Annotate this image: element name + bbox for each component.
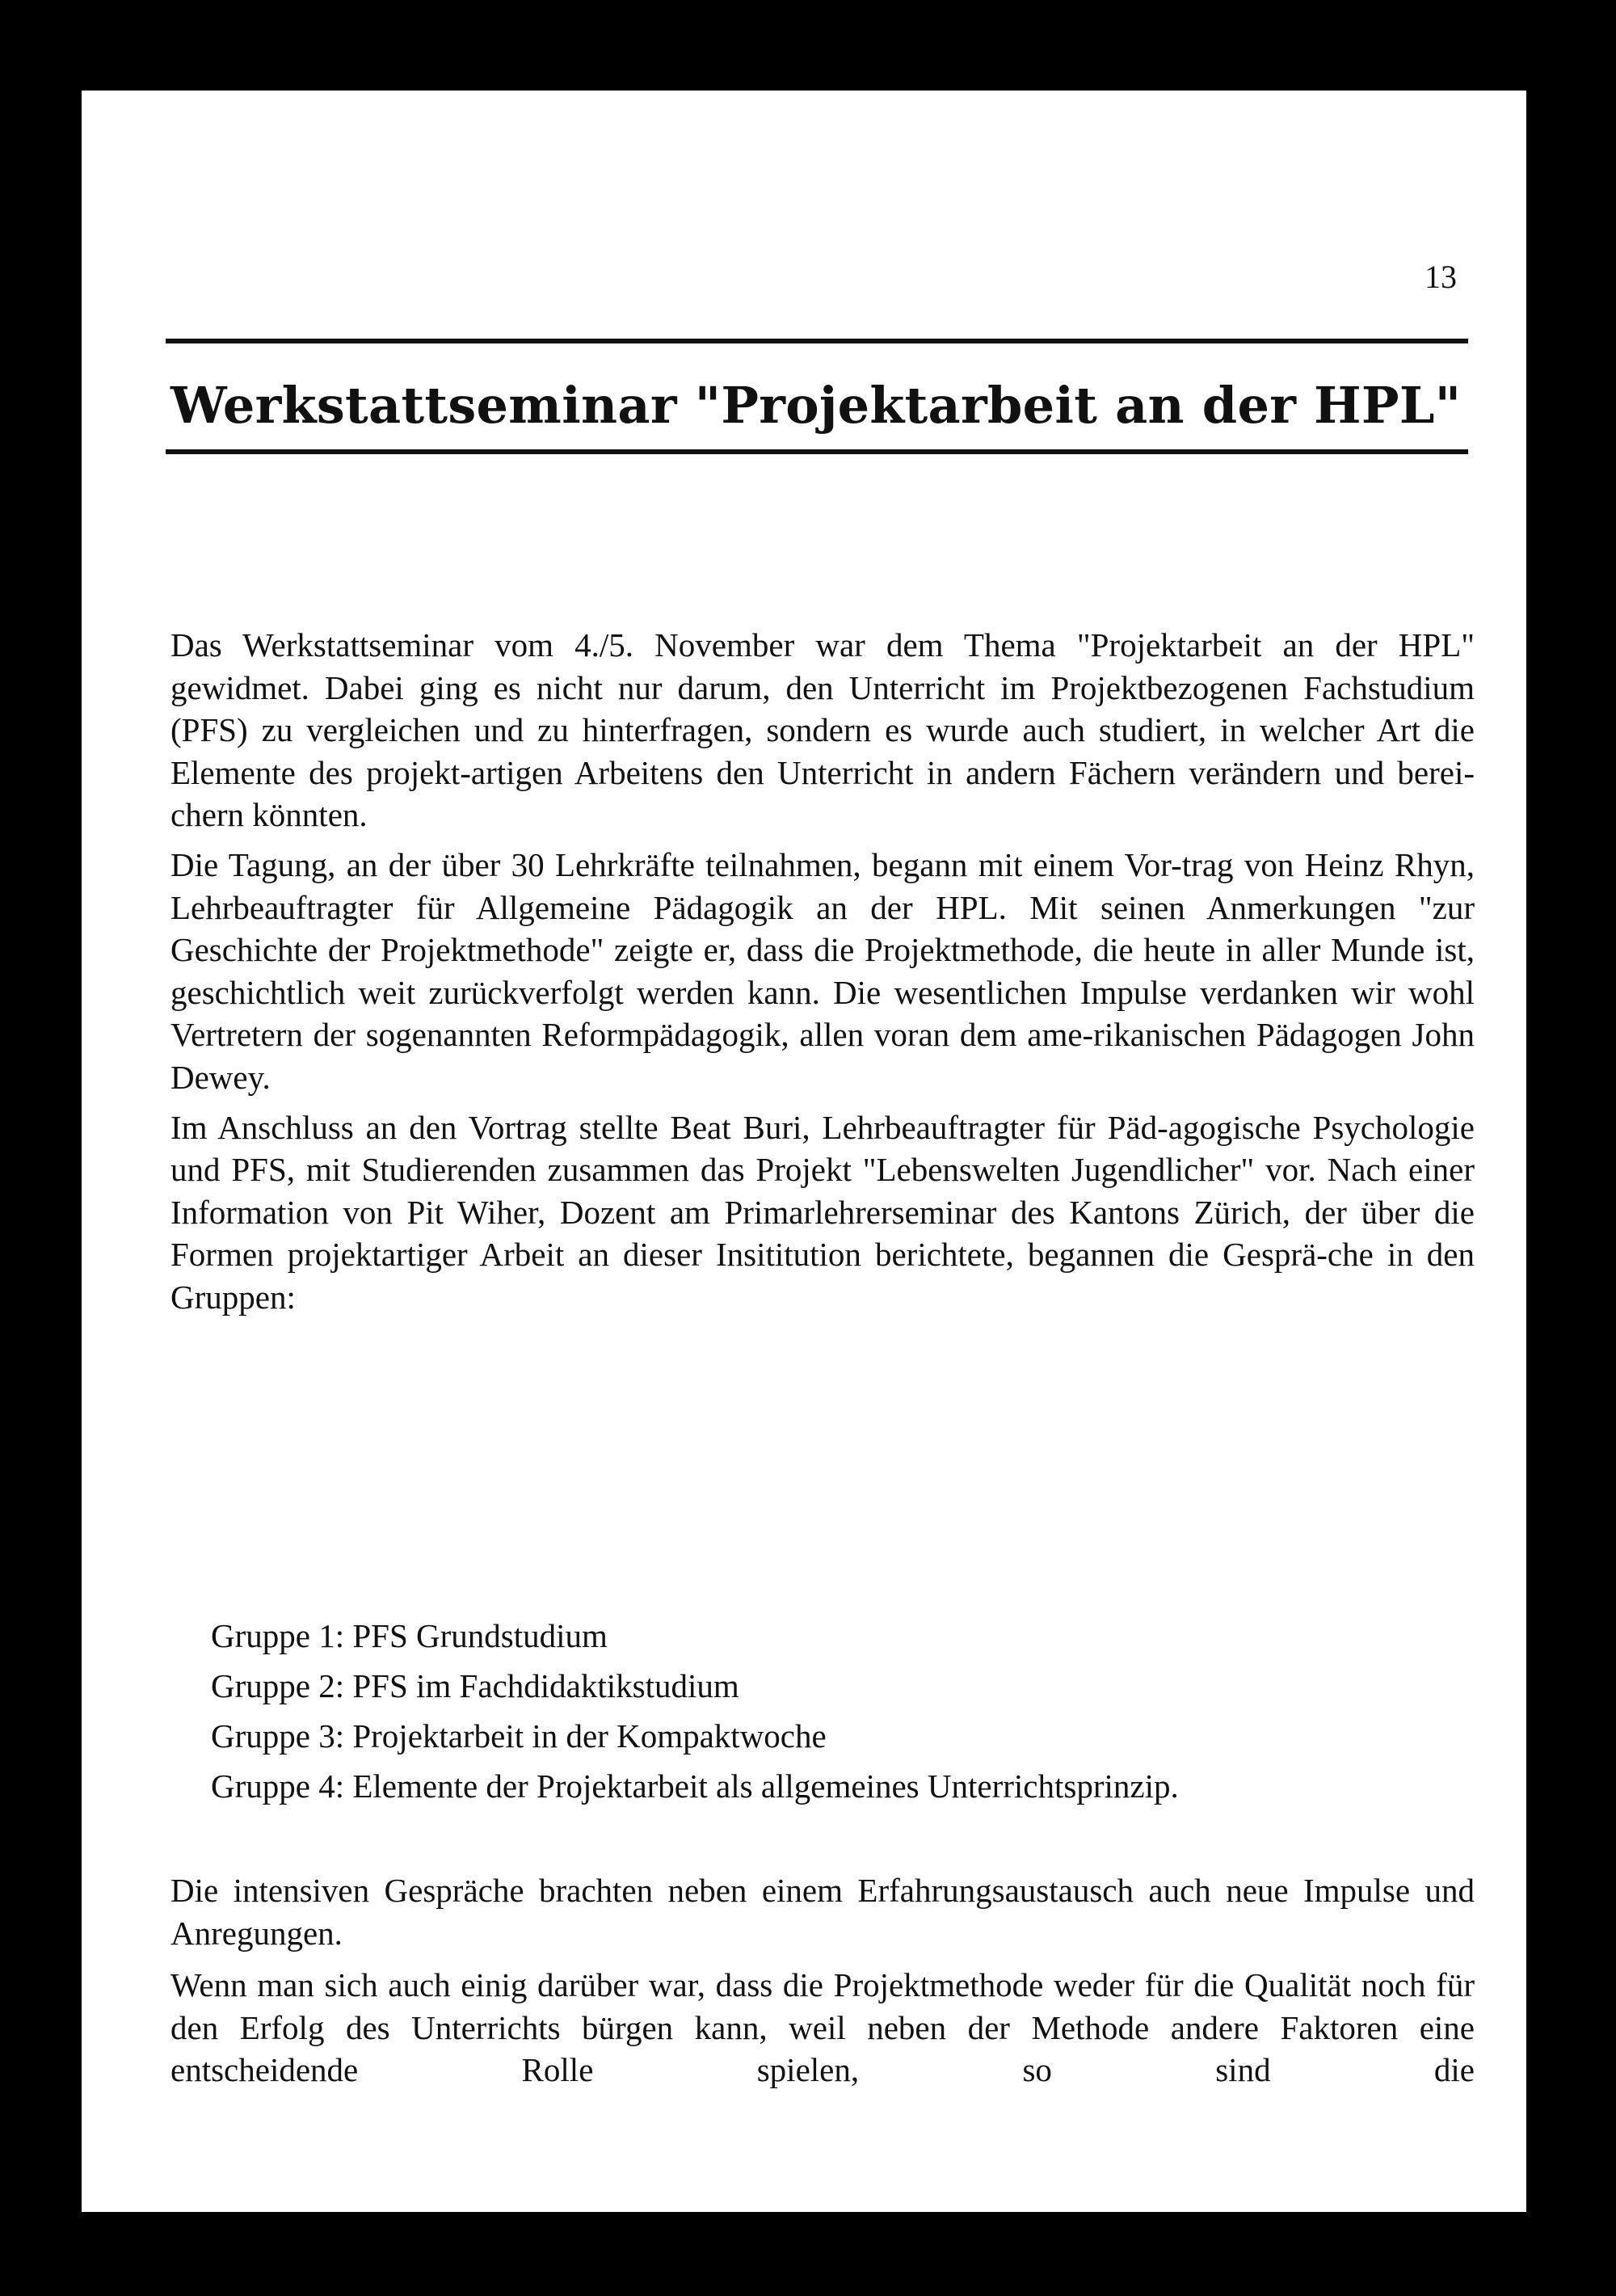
title-rule-bottom bbox=[166, 449, 1468, 454]
list-item: Gruppe 1: PFS Grundstudium bbox=[211, 1617, 608, 1654]
paragraph-lecture: Die Tagung, an der über 30 Lehrkräfte teilnahmen, begann mit einem Vor-trag von Heinz Rhyn, Lehrbeauftragter für Allgemeine Pädagogik an der HPL. Mit seinen Anmerkungen "zur Geschichte der Projektmethode" zeigte er, dass die Projektmethode, die heute in aller Munde ist, geschichtlich weit zurückverfolgt werden kann. Die wesentlichen Impulse verdanken wir wohl Vertretern der sogenannten Reformpädagogik, allen voran dem ame-rikanischen Pädagogen John Dewey. bbox=[170, 845, 1475, 1096]
article-body bbox=[170, 624, 1475, 1326]
paragraph-conclusion: Wenn man sich auch einig darüber war, dass die Projektmethode weder für die Qualität noch für den Erfolg des Unterrichts bürgen kann, weil neben der Methode andere Faktoren eine entscheidende Rolle spielen, so sind die bbox=[170, 1966, 1475, 2089]
list-item: Gruppe 4: Elemente der Projektarbeit als allgemeines Unterrichtsprinzip. bbox=[211, 1767, 1179, 1805]
title-rule-top bbox=[166, 339, 1468, 343]
paragraph-discussion: Die intensiven Gespräche brachten neben einem Erfahrungsaustausch auch neue Impulse und Anregungen. bbox=[170, 1872, 1475, 1952]
document-page bbox=[82, 91, 1526, 2212]
paragraph-intro: Das Werkstattseminar vom 4./5. November war dem Thema "Projektarbeit an der HPL" gewidmet. Dabei ging es nicht nur darum, den Unterricht im Projektbezogenen Fachstudium (PFS) zu vergleichen und zu hinterfragen, sondern es wurde auch studiert, in welcher Art die Elemente des projekt-artigen Arbeitens den Unterricht in andern Fächern verändern und berei-chern könnten. bbox=[170, 626, 1475, 834]
page-number: 13 bbox=[1425, 259, 1457, 295]
list-item: Gruppe 2: PFS im Fachdidaktikstudium bbox=[211, 1667, 739, 1704]
group-list bbox=[211, 1611, 1179, 1811]
article-title: Werkstattseminar "Projektarbeit an der HPL" bbox=[170, 376, 1462, 435]
paragraph-project: Im Anschluss an den Vortrag stellte Beat Buri, Lehrbeauftragter für Päd-agogische Psychologie und PFS, mit Studierenden zusammen das Projekt "Lebenswelten Jugendlicher" vor. Nach einer Information von Pit Wiher, Dozent am Primarlehrerseminar des Kantons Zürich, der über die Formen projektartiger Arbeit an dieser Insititution berichtete, begannen die Gesprä-che in den Gruppen: bbox=[170, 1108, 1475, 1316]
list-item: Gruppe 3: Projektarbeit in der Kompaktwoche bbox=[211, 1717, 827, 1755]
article-body-continued bbox=[170, 1869, 1475, 2101]
